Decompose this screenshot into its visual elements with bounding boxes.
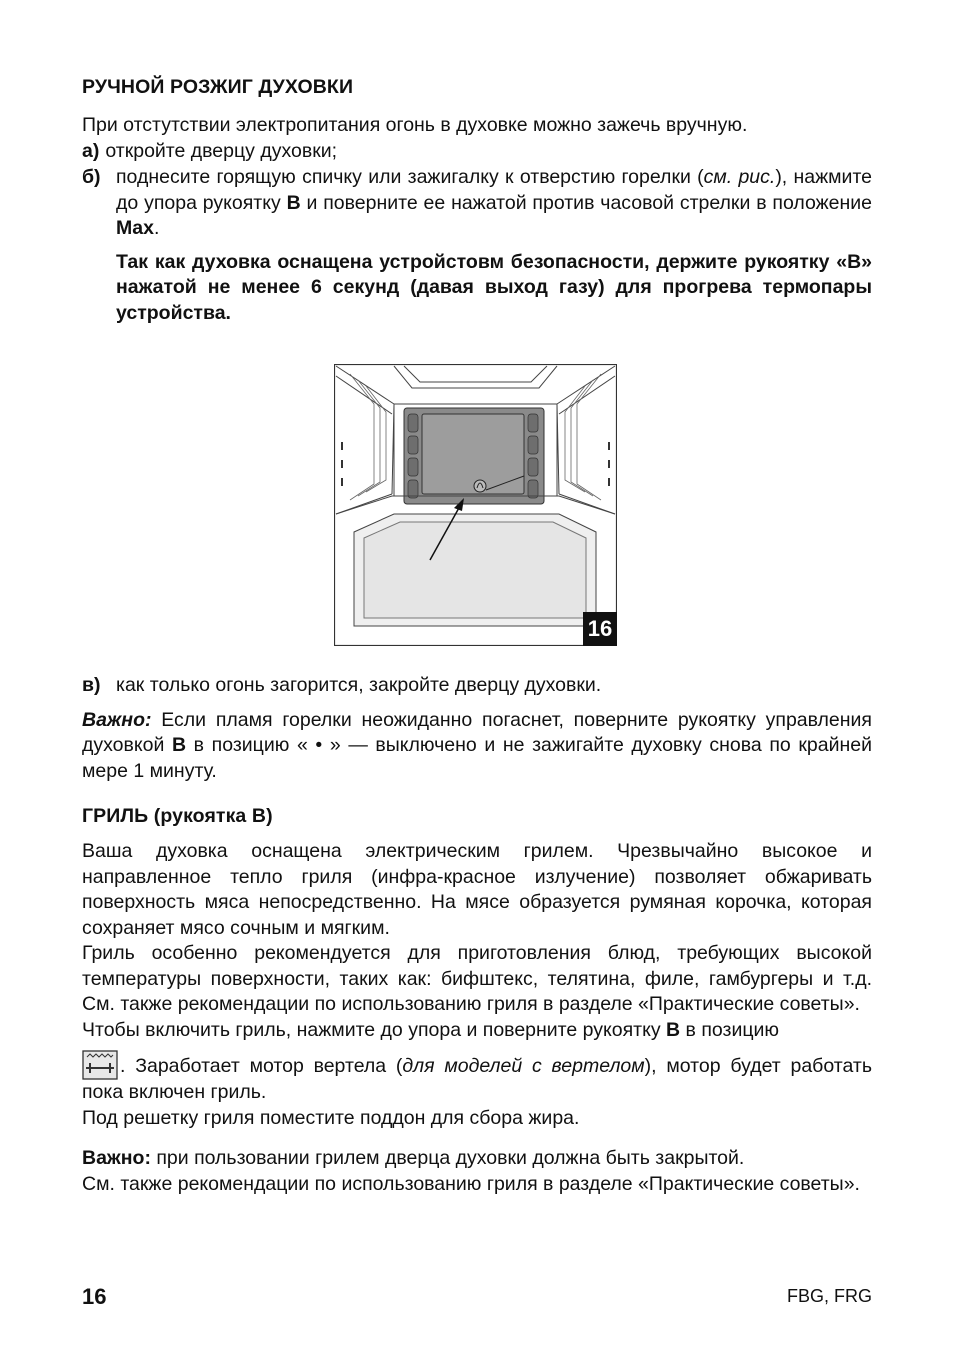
oven-illustration xyxy=(334,364,617,646)
grill-p3-part1: Чтобы включить гриль, нажмите до упора и поверните рукоятку xyxy=(82,1018,667,1041)
grill-p4-part1: . Заработает мотор вертела ( xyxy=(120,1055,403,1077)
section-heading-grill: ГРИЛЬ (рукоятка B) xyxy=(82,805,273,827)
step-b-part2: ), нажмите до упора рукоятку xyxy=(116,166,873,214)
grill-paragraph-1: Ваша духовка оснащена электрическим грилем. Чрезвычайно высокое и направленное тепло гриля (инфра-красное излучение) позволяет обжаривать поверхность мяса непосредственно. На мясе образуется румяная корочка, которая сохраняет мясо сочным и мягким. xyxy=(82,840,872,939)
important-2-text: при пользовании грилем дверца духовки должна быть закрытой. xyxy=(150,1147,745,1169)
step-c-label: в) xyxy=(82,674,101,696)
intro-paragraph: При отстутствии электропитания огонь в духовке можно зажечь вручную. xyxy=(82,114,748,136)
figure-number-badge: 16 xyxy=(583,612,617,646)
step-a-label: а) xyxy=(82,139,100,162)
step-c xyxy=(82,673,872,699)
step-b-part3: и поверните ее нажатой против часовой стрелки в положение xyxy=(300,191,872,214)
important-1-part2: в позицию « • » — выключено и не зажигайте духовку снова по крайней мере 1 минуту. xyxy=(82,734,872,782)
grill-rotisserie-icon xyxy=(82,1050,118,1080)
knob-b-label-3: B xyxy=(666,1018,681,1041)
grill-p3-part2: в позицию xyxy=(680,1018,780,1041)
step-a xyxy=(82,139,872,165)
important-label-1: Важно: xyxy=(82,708,152,731)
step-b-text xyxy=(116,165,872,242)
step-b-end: . xyxy=(153,217,160,239)
step-b-part1: поднесите горящую спичку или зажигалку к отверстию горелки ( xyxy=(116,166,704,188)
important-note-2 xyxy=(82,1146,872,1172)
grill-p4-part2: ), мотор будет работать пока включен гриль. xyxy=(82,1055,872,1103)
model-codes: FBG, FRG xyxy=(787,1286,872,1306)
step-b xyxy=(82,165,872,242)
knob-b-label: B xyxy=(286,191,301,214)
important-note-1 xyxy=(82,708,872,785)
grill-paragraph-5: Под решетку гриля поместите поддон для сбора жира. xyxy=(82,1106,580,1129)
figure-reference: см. рис. xyxy=(703,166,776,188)
step-a-text: откройте дверцу духовки; xyxy=(105,139,338,162)
step-c-text: как только огонь загорится, закройте дверцу духовки. xyxy=(116,674,602,696)
safety-note: Так как духовка оснащена устройстовм безопасности, держите рукоятку «B» нажатой не менее 6 секунд (давая выход газу) для прогрева термопары устройства. xyxy=(116,250,872,324)
oven-figure xyxy=(334,364,617,646)
page-number: 16 xyxy=(82,1284,107,1309)
page-body-lower xyxy=(82,673,872,1197)
grill-paragraph-4 xyxy=(82,1050,872,1106)
knob-b-label-2: B xyxy=(171,734,187,756)
grill-paragraph-6: См. также рекомендации по использованию гриля в разделе «Практические советы». xyxy=(82,1172,860,1195)
max-position-label: Max xyxy=(116,217,154,239)
grill-p4-italic: для моделей с вертелом xyxy=(402,1055,645,1077)
step-b-label: б) xyxy=(82,166,101,188)
section-heading-manual-ignition: РУЧНОЙ РОЗЖИГ ДУХОВКИ xyxy=(82,76,354,98)
important-label-2: Важно: xyxy=(82,1147,151,1169)
page-body xyxy=(82,76,872,326)
grill-paragraph-2: Гриль особенно рекомендуется для приготовления блюд, требующих высокой температуры поверхности, таких как: бифштекс, телятина, филе, гамбургеры и т.д. См. также рекомендации по использованию гриля в разделе «Практические советы». xyxy=(82,942,872,1015)
grill-paragraph-3 xyxy=(82,1018,872,1044)
important-1-part1: Если пламя горелки неожиданно погаснет, поверните рукоятку управления духовкой xyxy=(82,708,872,756)
